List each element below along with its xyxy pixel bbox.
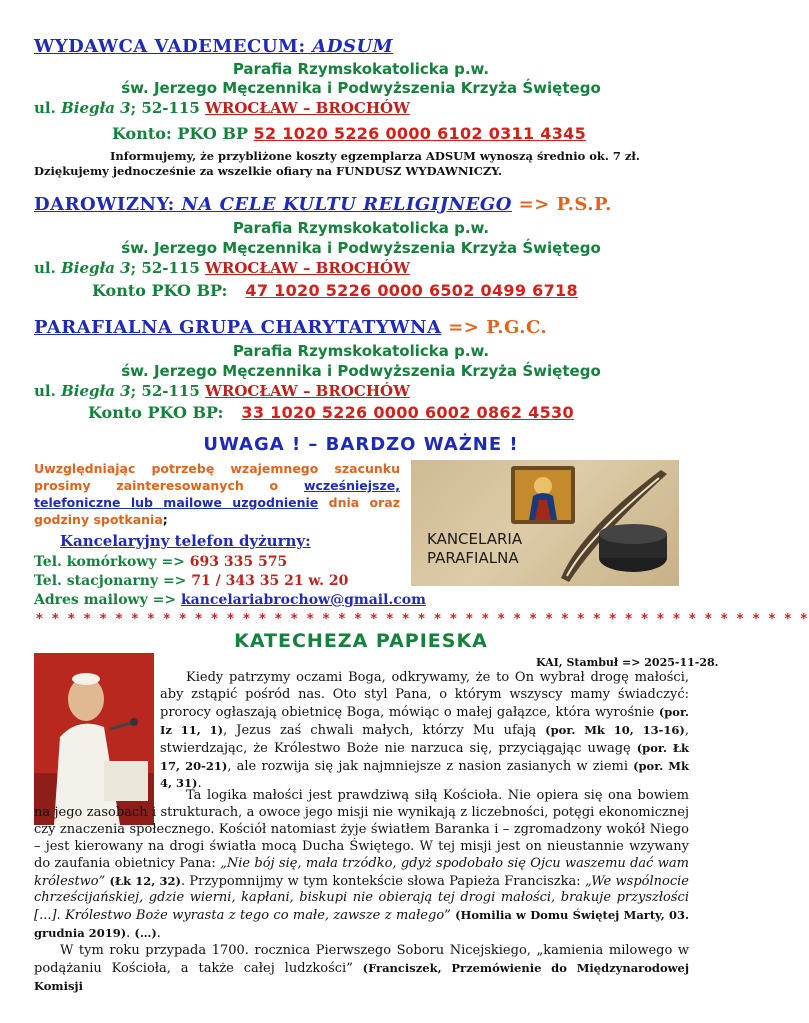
publisher-address <box>34 99 410 117</box>
publisher-heading <box>34 36 393 57</box>
catechesis-title: KATECHEZA PAPIESKA <box>234 630 488 652</box>
p2-quote: „Nie bój się, mała trzódko, gdyż spodobało się Ojcu waszemu dać wam królestwo” <box>34 855 689 889</box>
charity-heading <box>34 317 547 338</box>
donations-heading-italic: NA CELE KULTU RELIGIJNEGO <box>181 194 512 215</box>
addr-rest: ; 52-115 <box>130 99 206 117</box>
charity-parish-line1: Parafia Rzymskokatolicka p.w. <box>232 342 490 360</box>
p3-text: W tym roku przypada 1700. rocznica Pierwszego Soboru Nicejskiego, „kamienia milowego w podążaniu Kościoła, a także całej ludzkości” <box>34 943 689 977</box>
notice-text-c: dnia oraz godziny spotkania <box>34 495 401 527</box>
email-label: Adres mailowy => <box>34 592 181 608</box>
p2-text-b: . Przypomnijmy w tym kontekście słowa Papieża Franciszka: <box>180 873 585 889</box>
phone-heading: Kancelaryjny telefon dyżurny: <box>60 532 311 550</box>
account-number: 47 1020 5226 0000 6502 0499 6718 <box>245 281 578 300</box>
p1-ref2: (por. Mk 10, 13-16) <box>536 722 685 737</box>
p2-text-c: . <box>126 926 135 942</box>
addr-street: Biegła 3 <box>61 382 131 400</box>
account-label: Konto PKO BP: <box>92 281 228 300</box>
catechesis-paragraph-2 <box>34 788 689 943</box>
notice-text-d: ; <box>162 512 168 527</box>
star-separator: * * * * * * * * * * * * * * * * * * * * * * * * * * * * * * * * * * * * * * * * * * * * * * * * * <box>36 612 809 627</box>
p1-text-c: , stwierdzając, że Królestwo Boże nie narzuca się, przyciągając uwagę <box>160 722 689 756</box>
addr-city: WROCŁAW – BROCHÓW <box>205 259 410 277</box>
notice-text-a: Uwzględniając potrzebę wzajemnego szacunku prosimy zainteresowanych o <box>34 461 400 493</box>
landline-label: Tel. stacjonarny => <box>34 573 192 589</box>
p1-text-d: , ale rozwija się jak najmniejsze z nasion zasianych w ziemi <box>227 758 628 774</box>
p2-ref: (Łk 12, 32) <box>105 873 181 888</box>
p2-ref3: (…) <box>134 926 157 941</box>
publisher-heading-name: ADSUM <box>312 36 394 57</box>
catechesis-p1-block <box>160 670 689 793</box>
catechesis-p2-block <box>34 788 689 996</box>
catechesis-paragraph-1 <box>160 670 689 793</box>
notice-text <box>34 460 400 528</box>
account-label: Konto PKO BP: <box>88 403 224 422</box>
notice-text-b: wcześniejsze, telefoniczne lub mailowe uzgodnienie <box>34 478 400 510</box>
image-caption <box>427 530 522 568</box>
p1-text: Kiedy patrzymy oczami Boga, odkrywamy, że to On wybrał drogę małości, aby zstąpić pośród nas. Oto styl Pana, o którym wszyscy mamy świadczyć: prorocy ogłaszają obietnicę Boga, mówiąc o małej gałązce, która wyrośnie <box>160 670 689 720</box>
mobile-line <box>34 553 426 572</box>
p3-ref: (Franciszek, Przemówienie do Międzynarodowej Komisji <box>34 961 689 993</box>
catechesis-source: KAI, Stambuł => 2025-11-28. <box>536 656 719 669</box>
p2-text: Ta logika małości jest prawdziwą siłą Kościoła. Nie opiera się ona bowiem na jego zasobach i strukturach, a owoce jego misji nie wynikają z liczebności, potęgi ekonomicznej czy znaczenia społecznego. Kościół natomiast żyje światłem Baranka i – zgromadzony wokół Niego – jest kierowany na drogi światła mocą Ducha Świętego. W tej misji jest on nieustannie wzywany do zaufania obietnicy Pana: <box>34 788 689 871</box>
publisher-info-line1: Informujemy, że przybliżone koszty egzemplarza ADSUM wynoszą średnio ok. 7 zł. <box>110 149 640 163</box>
p1-text-b: , Jezus zaś chwali małych, którzy Mu ufają <box>223 722 537 738</box>
addr-prefix: ul. <box>34 382 62 400</box>
image-caption-line2: PARAFIALNA <box>427 549 519 567</box>
p2-quote2: „We wspólnocie chrześcijańskiej, gdzie wierni, kapłani, biskupi nie obierają tej drogi małości, brakuje przyszłości [...]. Królestwo Boże wyrasta z tego co małe, zawsze z małego” <box>34 873 689 924</box>
addr-city: WROCŁAW – BROCHÓW <box>205 99 410 117</box>
addr-rest: ; 52-115 <box>130 382 206 400</box>
addr-rest: ; 52-115 <box>130 259 206 277</box>
p1-ref1: (por. Iz 11, 1) <box>160 704 689 737</box>
mobile-number-link[interactable]: 693 335 575 <box>189 554 288 570</box>
charity-address <box>34 382 410 400</box>
image-caption-line1: KANCELARIA <box>427 530 523 548</box>
account-number: 52 1020 5226 0000 6102 0311 4345 <box>253 124 587 143</box>
parish-office-image <box>411 460 679 586</box>
donations-parish-line1: Parafia Rzymskokatolicka p.w. <box>232 219 490 237</box>
email-line <box>34 591 426 610</box>
donations-address <box>34 259 410 277</box>
publisher-info-line2: Dziękujemy jednocześnie za wszelkie ofiary na FUNDUSZ WYDAWNICZY. <box>34 164 502 178</box>
p1-ref4: (por. Mk 4, 31) <box>160 758 689 791</box>
publisher-heading-text: WYDAWCA VADEMECUM: <box>34 36 313 57</box>
account-label: Konto: PKO BP <box>112 124 254 143</box>
charity-heading-text: PARAFIALNA GRUPA CHARYTATYWNA <box>34 317 442 338</box>
addr-prefix: ul. <box>34 99 62 117</box>
donations-heading <box>34 194 612 215</box>
charity-heading-suffix: => P.G.C. <box>441 317 548 338</box>
donations-heading-text: DAROWIZNY: <box>34 194 182 215</box>
p1-text-e: . <box>197 776 202 792</box>
donations-parish-line2: św. Jerzego Męczennika i Podwyższenia Krzyża Świętego <box>121 239 601 257</box>
p2-ref2: (Homilia w Domu Świętej Marty, 03. grudnia 2019) <box>34 908 689 941</box>
publisher-parish-line2: św. Jerzego Męczennika i Podwyższenia Krzyża Świętego <box>121 79 601 97</box>
mobile-label: Tel. komórkowy => <box>34 554 190 570</box>
addr-city: WROCŁAW – BROCHÓW <box>205 382 410 400</box>
donations-heading-suffix: => P.S.P. <box>511 194 612 215</box>
landline-number-link[interactable]: 71 / 343 35 21 w. 20 <box>191 573 349 589</box>
addr-prefix: ul. <box>34 259 62 277</box>
account-number: 33 1020 5226 0000 6002 0862 4530 <box>241 403 574 422</box>
publisher-parish-line1: Parafia Rzymskokatolicka p.w. <box>232 60 490 78</box>
email-link[interactable]: kancelariabrochow@gmail.com <box>180 592 426 608</box>
p1-ref3: (por. Łk 17, 20-21) <box>160 740 689 773</box>
p2-text-d: . <box>156 926 161 942</box>
charity-parish-line2: św. Jerzego Męczennika i Podwyższenia Krzyża Świętego <box>121 362 601 380</box>
notice-title: UWAGA ! – BARDZO WAŻNE ! <box>203 434 519 455</box>
donations-account <box>92 281 578 300</box>
charity-account <box>88 403 574 422</box>
addr-street: Biegła 3 <box>61 259 131 277</box>
contact-list <box>34 553 426 610</box>
landline-line <box>34 572 426 591</box>
catechesis-paragraph-3 <box>34 943 689 996</box>
publisher-account <box>112 124 586 143</box>
addr-street: Biegła 3 <box>61 99 131 117</box>
